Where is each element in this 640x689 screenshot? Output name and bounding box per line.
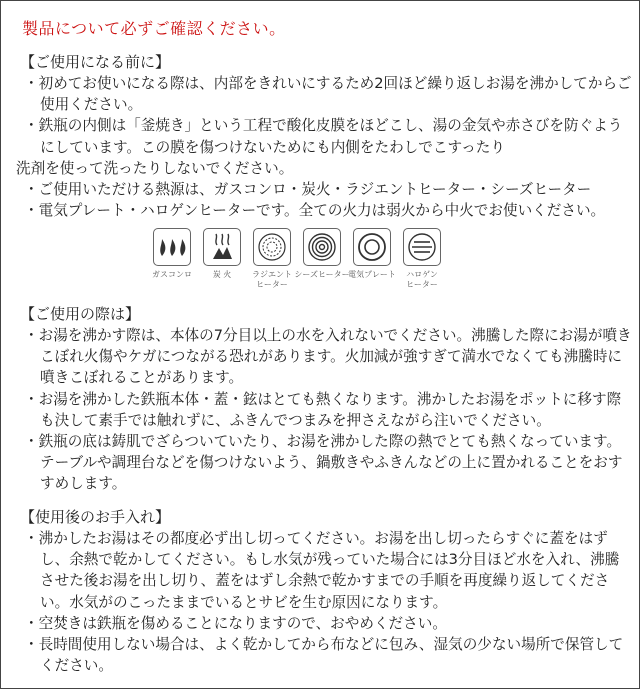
heat-source-label: ハロゲン ヒーター (406, 270, 438, 289)
list-item: ・鉄瓶の底は鋳肌でざらついていたり、お湯を沸かした際の熱でとても熱くなっています。テーブルや調理台などを傷つけないよう、鍋敷きやふきんなどの上に置かれることをおすすめします。 (24, 433, 623, 493)
heat-source-radiant (252, 228, 292, 290)
list-item-continuation: 洗剤を使って洗ったりしないでください。 (16, 159, 294, 177)
list-item: ・お湯を沸かす際は、本体の7分目以上の水を入れないでください。沸騰した際にお湯が噴きこぼれ火傷やケガにつながる恐れがあります。火加減が強すぎて満水でなくても沸騰時に噴きこぼれることがあります。 (24, 327, 632, 387)
electric-plate-icon (353, 228, 391, 266)
list-item: ・お湯を沸かした鉄瓶本体・蓋・鉉はとても熱くなります。沸かしたお湯をポットに移す際も決して素手では触れずに、ふきんでつまみを押さえながら注いでください。 (24, 390, 622, 429)
list-item: ・空焚きは鉄瓶を傷めることになりますので、おやめください。 (24, 614, 447, 632)
list-item: ・鉄瓶の内側は「釜焼き」という工程で酸化皮膜をほどこし、湯の金気や赤さびを防ぐようにしています。この膜を傷つけないためにも内側をたわしでこすったり (24, 117, 623, 156)
section-after-use (20, 507, 632, 676)
section-before-use (16, 52, 632, 221)
heat-source-label: シーズヒーター (294, 270, 350, 279)
heat-source-gas (152, 228, 192, 290)
radiant-heater-icon (253, 228, 291, 266)
heat-source-sheathed (294, 228, 350, 290)
list-item: ・長時間使用しない場合は、よく乾かしてから布などに包み、湿気の少ない場所で保管してください。 (24, 636, 624, 675)
list-item: ・電気プレート・ハロゲンヒーターです。全ての火力は弱火から中火でお使いください。 (24, 202, 606, 220)
page-title: 製品について必ずご確認ください。 (22, 19, 286, 38)
section-heading: 【ご使用の際は】 (20, 305, 141, 323)
heat-source-label: ガスコンロ (152, 270, 192, 279)
heat-source-halogen (402, 228, 442, 290)
list-item: ・沸かしたお湯はその都度必ず出し切ってください。お湯を出し切ったらすぐに蓋をはずし、余熱で乾かしてください。もし水気が残っていた場合には3分目ほど水を入れ、沸騰させた後お湯を出し切り、蓋をはずし余熱で乾かすまでの手順を再度繰り返してください。水気がのこったままでいるとサビを生む原因になります。 (24, 530, 620, 611)
charcoal-fire-icon (203, 228, 241, 266)
section-heading: 【使用後のお手入れ】 (20, 508, 171, 526)
heat-source-icons (152, 228, 442, 290)
sheathed-heater-icon (303, 228, 341, 266)
halogen-heater-icon (403, 228, 441, 266)
heat-source-label: ラジエント ヒーター (252, 270, 292, 289)
heat-source-plate (348, 228, 396, 290)
gas-stove-icon (153, 228, 191, 266)
list-item: ・ご使用いただける熱源は、ガスコンロ・炭火・ラジエントヒーター・シーズヒーター (24, 181, 592, 199)
section-heading: 【ご使用になる前に】 (20, 53, 171, 71)
heat-source-charcoal (202, 228, 242, 290)
list-item: ・初めてお使いになる際は、内部をきれいにするため2回ほど繰り返しお湯を沸かしてからご使用ください。 (24, 75, 632, 114)
heat-source-label: 炭 火 (212, 270, 232, 279)
section-during-use (20, 304, 632, 495)
heat-source-label: 電気プレート (348, 270, 396, 279)
